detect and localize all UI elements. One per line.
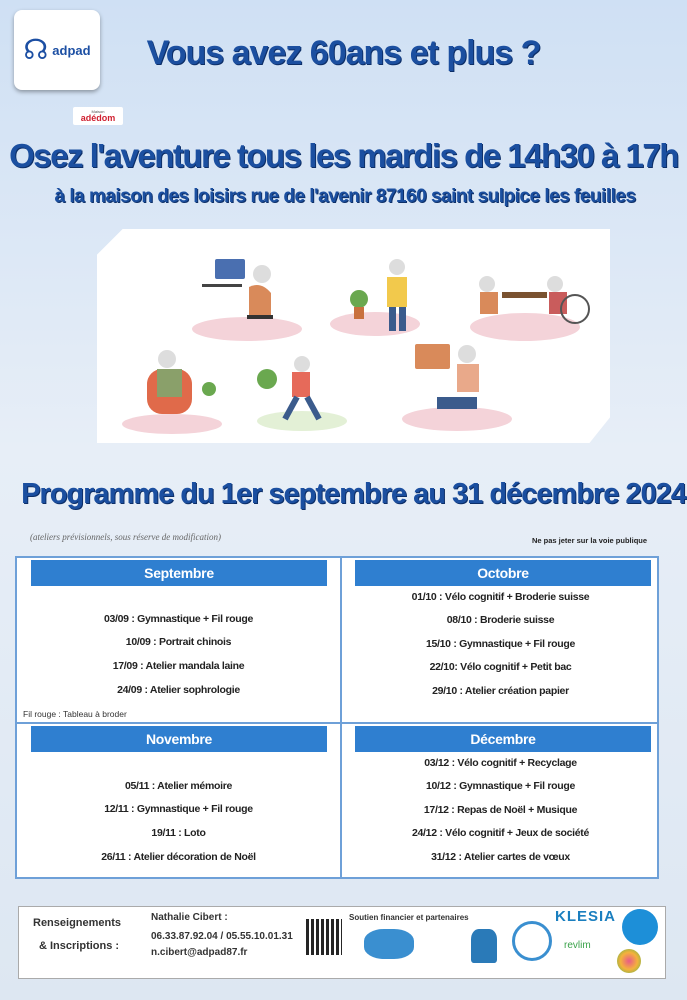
- list-item: 24/09 : Atelier sophrologie: [117, 684, 240, 696]
- revlim-logo: revlim: [564, 940, 591, 951]
- list-item: 31/12 : Atelier cartes de vœux: [431, 851, 570, 863]
- contact-name: Nathalie Cibert :: [151, 912, 228, 923]
- klesia-logo: KLESIA: [555, 908, 617, 925]
- fil-rouge-note: Fil rouge : Tableau à broder: [23, 709, 127, 719]
- list-item: 26/11 : Atelier décoration de Noël: [101, 851, 256, 863]
- partner-logo-colorful: [617, 949, 641, 973]
- activities-illustration: [97, 229, 610, 443]
- list-item: 10/09 : Portrait chinois: [125, 636, 232, 648]
- list-item: 08/10 : Broderie suisse: [446, 614, 555, 626]
- partners-label: Soutien financier et partenaires: [349, 913, 469, 922]
- subtitle: Osez l'aventure tous les mardis de 14h30 à 17h: [9, 137, 678, 174]
- contact-phones: 06.33.87.92.04 / 05.55.10.01.31: [151, 931, 293, 942]
- list-item: 19/11 : Loto: [151, 827, 206, 839]
- footer-label-renseignements: Renseignements: [33, 917, 122, 929]
- list-item: 03/12 : Vélo cognitif + Recyclage: [424, 757, 577, 769]
- programme-grid: [15, 556, 659, 879]
- adedom-logo: Maison adédom: [73, 107, 123, 125]
- partner-logo-saint-sulpice: [364, 929, 414, 959]
- month-header-septembre: Septembre: [31, 560, 327, 586]
- list-item: 15/10 : Gymnastique + Fil rouge: [425, 638, 576, 650]
- list-item: 05/11 : Atelier mémoire: [124, 780, 233, 792]
- list-item: 24/12 : Vélo cognitif + Jeux de société: [411, 827, 590, 839]
- partner-logo-haute-vienne: [471, 929, 497, 963]
- adpad-logo-icon: ☊: [23, 34, 49, 65]
- main-title: Vous avez 60ans et plus ?: [146, 34, 541, 72]
- list-item: 10/12 : Gymnastique + Fil rouge: [425, 780, 576, 792]
- month-header-octobre: Octobre: [355, 560, 651, 586]
- contact-email[interactable]: n.cibert@adpad87.fr: [151, 947, 248, 958]
- month-header-decembre: Décembre: [355, 726, 651, 752]
- partner-logo-conference: [512, 921, 552, 961]
- month-header-novembre: Novembre: [31, 726, 327, 752]
- seniors-activities-picture: [97, 229, 610, 443]
- disposal-note: Ne pas jeter sur la voie publique: [532, 536, 648, 545]
- grid-divider-horizontal: [17, 722, 657, 724]
- qr-code[interactable]: [306, 919, 342, 955]
- list-item: 17/09 : Atelier mandala laine: [112, 660, 245, 672]
- list-item: 01/10 : Vélo cognitif + Broderie suisse: [411, 591, 590, 603]
- programme-title: Programme du 1er septembre au 31 décembre 2024: [21, 478, 686, 510]
- programme-note: (ateliers prévisionnels, sous réserve de modification): [30, 532, 221, 542]
- footer-label-inscriptions: & Inscriptions :: [39, 940, 120, 952]
- adpad-logo-text: adpad: [52, 42, 91, 58]
- list-item: 03/09 : Gymnastique + Fil rouge: [103, 613, 254, 625]
- list-item: 12/11 : Gymnastique + Fil rouge: [104, 803, 253, 815]
- siel-bleu-logo: [622, 909, 658, 945]
- contact-footer: [18, 906, 666, 979]
- list-item: 22/10: Vélo cognitif + Petit bac: [429, 661, 572, 673]
- list-item: 29/10 : Atelier création papier: [432, 685, 569, 697]
- location-line: à la maison des loisirs rue de l'avenir 87160 saint sulpice les feuilles: [54, 186, 636, 207]
- list-item: 17/12 : Repas de Noël + Musique: [423, 804, 578, 816]
